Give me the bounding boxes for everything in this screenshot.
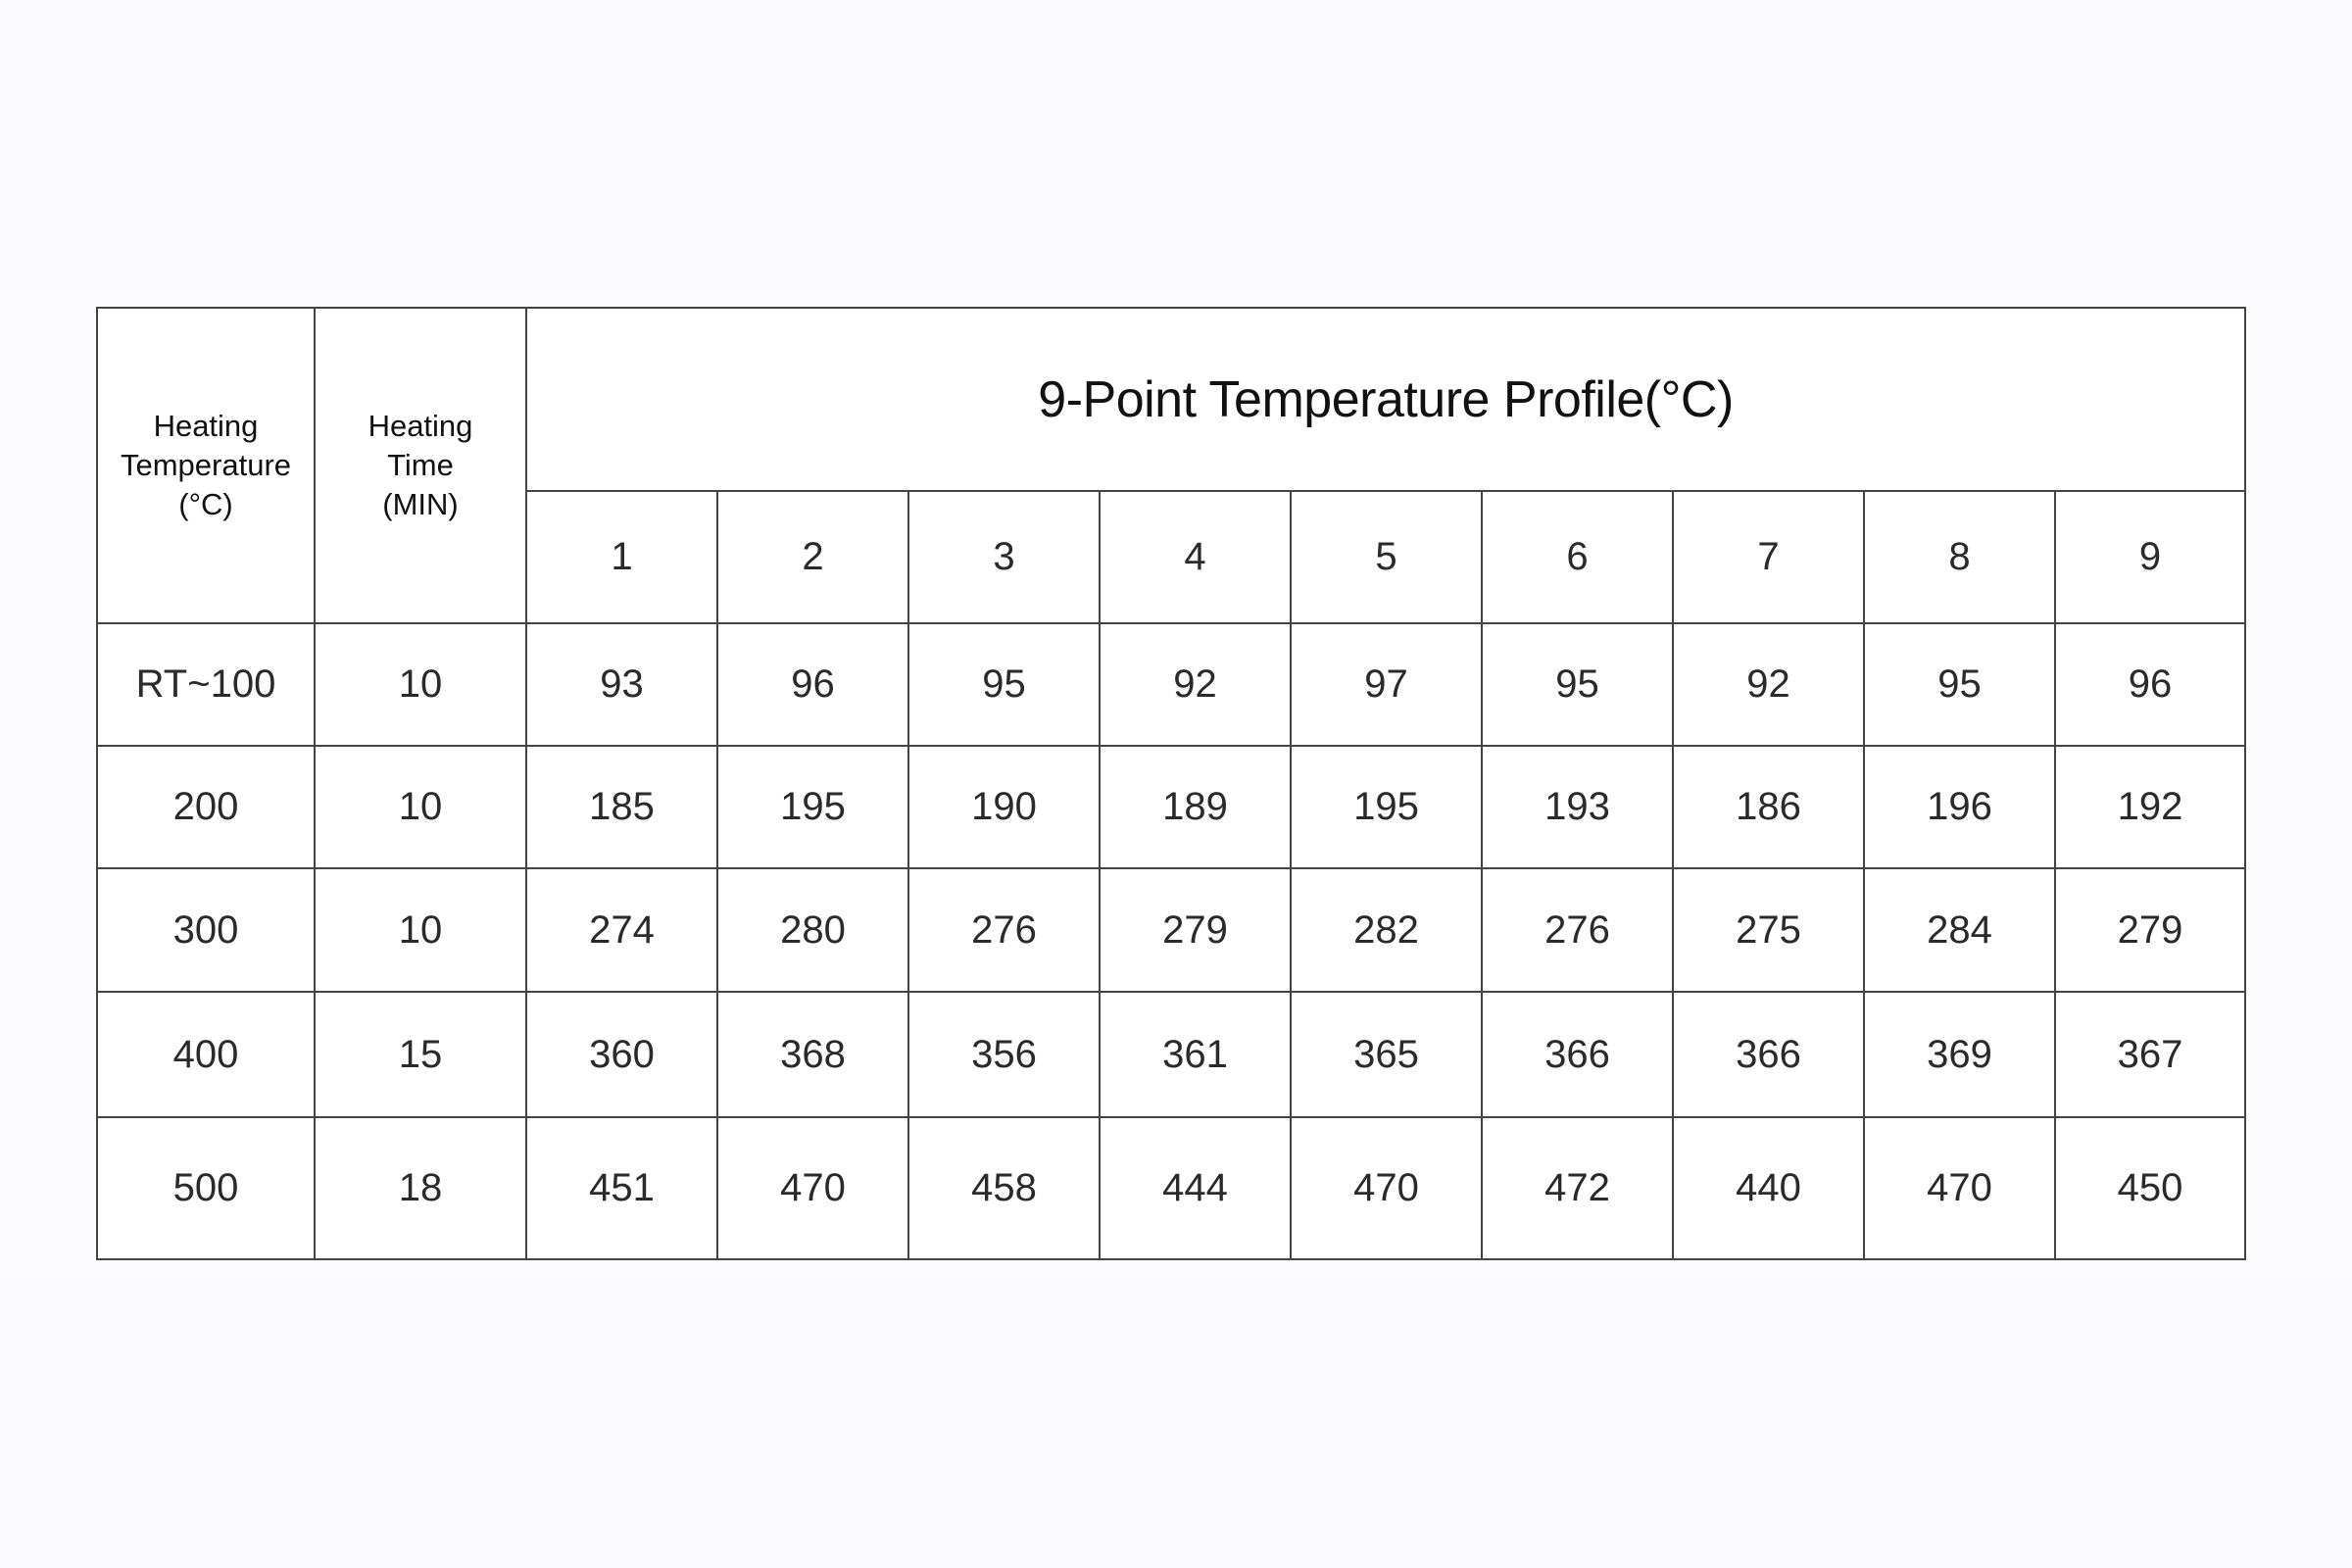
value-cell: 367 (2055, 992, 2245, 1117)
time-cell: 15 (315, 992, 526, 1117)
value-cell: 472 (1482, 1117, 1673, 1259)
table-row (97, 623, 2245, 746)
profile-title-header: 9-Point Temperature Profile(°C) (526, 308, 2245, 491)
value-cell: 276 (908, 868, 1100, 992)
value-cell: 280 (717, 868, 908, 992)
value-cell: 360 (526, 992, 717, 1117)
time-cell: 10 (315, 623, 526, 746)
point-header-9: 9 (2055, 491, 2245, 623)
value-cell: 470 (717, 1117, 908, 1259)
value-cell: 95 (1482, 623, 1673, 746)
header-line: Heating (153, 409, 259, 443)
value-cell: 97 (1291, 623, 1482, 746)
point-header-7: 7 (1673, 491, 1864, 623)
header-row-title (97, 308, 2245, 491)
point-header-3: 3 (908, 491, 1100, 623)
temperature-profile-table (96, 307, 2246, 1260)
temperature-cell: 300 (97, 868, 315, 992)
value-cell: 95 (908, 623, 1100, 746)
value-cell: 95 (1864, 623, 2055, 746)
point-header-4: 4 (1100, 491, 1291, 623)
value-cell: 93 (526, 623, 717, 746)
value-cell: 369 (1864, 992, 2055, 1117)
value-cell: 366 (1482, 992, 1673, 1117)
value-cell: 92 (1100, 623, 1291, 746)
temperature-cell: 200 (97, 746, 315, 868)
time-cell: 10 (315, 746, 526, 868)
table-row (97, 868, 2245, 992)
header-line: Time (387, 448, 454, 482)
value-cell: 279 (1100, 868, 1291, 992)
point-header-2: 2 (717, 491, 908, 623)
point-header-5: 5 (1291, 491, 1482, 623)
value-cell: 284 (1864, 868, 2055, 992)
value-cell: 196 (1864, 746, 2055, 868)
value-cell: 96 (717, 623, 908, 746)
point-header-1: 1 (526, 491, 717, 623)
value-cell: 470 (1864, 1117, 2055, 1259)
value-cell: 368 (717, 992, 908, 1117)
point-header-6: 6 (1482, 491, 1673, 623)
heating-time-header (315, 308, 526, 623)
temperature-cell: 500 (97, 1117, 315, 1259)
value-cell: 190 (908, 746, 1100, 868)
value-cell: 274 (526, 868, 717, 992)
heating-temperature-header (97, 308, 315, 623)
temperature-cell: 400 (97, 992, 315, 1117)
value-cell: 366 (1673, 992, 1864, 1117)
value-cell: 361 (1100, 992, 1291, 1117)
value-cell: 96 (2055, 623, 2245, 746)
time-cell: 10 (315, 868, 526, 992)
value-cell: 92 (1673, 623, 1864, 746)
header-line: (°C) (178, 487, 233, 521)
value-cell: 195 (717, 746, 908, 868)
value-cell: 195 (1291, 746, 1482, 868)
value-cell: 275 (1673, 868, 1864, 992)
table-row (97, 746, 2245, 868)
value-cell: 451 (526, 1117, 717, 1259)
value-cell: 185 (526, 746, 717, 868)
value-cell: 365 (1291, 992, 1482, 1117)
value-cell: 193 (1482, 746, 1673, 868)
value-cell: 279 (2055, 868, 2245, 992)
value-cell: 444 (1100, 1117, 1291, 1259)
header-line: (MIN) (382, 487, 459, 521)
value-cell: 450 (2055, 1117, 2245, 1259)
header-line: Temperature (120, 448, 292, 482)
time-cell: 18 (315, 1117, 526, 1259)
temperature-cell: RT~100 (97, 623, 315, 746)
point-header-8: 8 (1864, 491, 2055, 623)
header-line: Heating (368, 409, 473, 443)
value-cell: 282 (1291, 868, 1482, 992)
value-cell: 356 (908, 992, 1100, 1117)
table-row (97, 992, 2245, 1117)
value-cell: 470 (1291, 1117, 1482, 1259)
value-cell: 186 (1673, 746, 1864, 868)
table-row (97, 1117, 2245, 1259)
value-cell: 189 (1100, 746, 1291, 868)
value-cell: 276 (1482, 868, 1673, 992)
value-cell: 440 (1673, 1117, 1864, 1259)
value-cell: 458 (908, 1117, 1100, 1259)
value-cell: 192 (2055, 746, 2245, 868)
